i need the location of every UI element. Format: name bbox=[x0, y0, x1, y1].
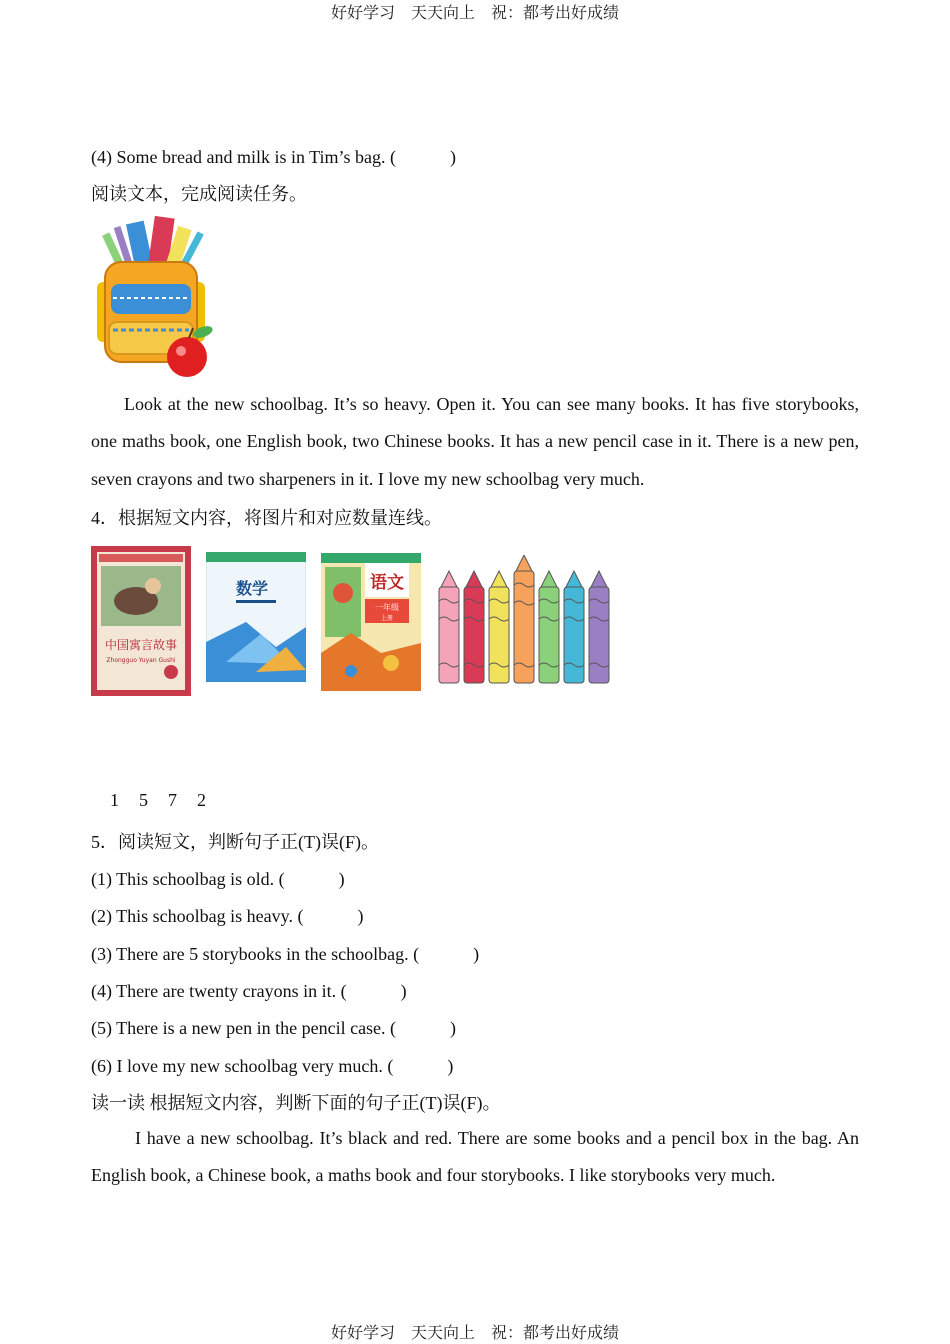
task-5-item-3: (3) There are 5 storybooks in the schoolbag. ( ) bbox=[91, 944, 480, 964]
reading-2-instruction: 读一读 根据短文内容，判断下面的句子正(T)误(F)。 bbox=[91, 1093, 501, 1113]
crayon bbox=[489, 571, 509, 683]
storybook-subtitle: Zhongguo Yuyan Gushi bbox=[106, 657, 176, 664]
crayon bbox=[514, 555, 534, 683]
page-header: 好好学习 天天向上 祝：都考出好成绩 bbox=[330, 5, 619, 22]
passage-1-paragraph: Look at the new schoolbag. It’s so heavy. Open it. You can see many books. It has five storybooks, one maths book, one English book, two Chinese books. It has a new pencil case in it. There is a new pen, seven crayons and two sharpeners in it. I love my new schoolbag very much. bbox=[91, 394, 859, 489]
chinese-book-grade: 一年级 bbox=[375, 603, 399, 612]
task-5-instruction: 5．阅读短文，判断句子正(T)误(F)。 bbox=[91, 832, 379, 852]
crayon bbox=[589, 571, 609, 683]
crayon bbox=[539, 571, 559, 683]
crayon bbox=[464, 571, 484, 683]
passage-2 bbox=[91, 1120, 859, 1195]
task-4-instruction: 4．根据短文内容，将图片和对应数量连线。 bbox=[91, 508, 442, 528]
passage-2-paragraph: I have a new schoolbag. It’s black and red. There are some books and a pencil box in the bag. An English book, a Chinese book, a maths book and four storybooks. I like storybooks very much. bbox=[91, 1128, 859, 1186]
maths-book-title: 数学 bbox=[235, 579, 269, 598]
number-choice: 1 bbox=[110, 790, 119, 810]
task-5-item-1: (1) This schoolbag is old. ( ) bbox=[91, 869, 345, 889]
task-5-item-5: (5) There is a new pen in the pencil case. ( ) bbox=[91, 1018, 457, 1038]
number-choices bbox=[110, 790, 226, 811]
reading-instruction: 阅读文本，完成阅读任务。 bbox=[91, 184, 307, 204]
task-5-item-6: (6) I love my new schoolbag very much. ( ) bbox=[91, 1056, 454, 1076]
number-choice: 7 bbox=[168, 790, 177, 810]
chinese-book-image bbox=[321, 553, 421, 691]
storybook-image bbox=[91, 546, 191, 696]
task-5-item-4: (4) There are twenty crayons in it. ( ) bbox=[91, 981, 407, 1001]
storybook-title: 中国寓言故事 bbox=[104, 638, 178, 652]
chinese-book-title: 语文 bbox=[370, 573, 404, 593]
crayons-image bbox=[436, 555, 614, 688]
page-footer: 好好学习 天天向上 祝：都考出好成绩 bbox=[330, 1325, 619, 1342]
maths-book-image bbox=[206, 552, 306, 690]
schoolbag-image bbox=[91, 212, 226, 382]
number-choice: 5 bbox=[139, 790, 148, 810]
task-5-item-2: (2) This schoolbag is heavy. ( ) bbox=[91, 906, 364, 926]
crayon bbox=[439, 571, 459, 683]
passage-1 bbox=[91, 386, 859, 498]
question-4-previous: (4) Some bread and milk is in Tim’s bag. ( ) bbox=[91, 147, 456, 167]
number-choice: 2 bbox=[197, 790, 206, 810]
chinese-book-term: 上册 bbox=[380, 615, 394, 622]
crayon bbox=[564, 571, 584, 683]
